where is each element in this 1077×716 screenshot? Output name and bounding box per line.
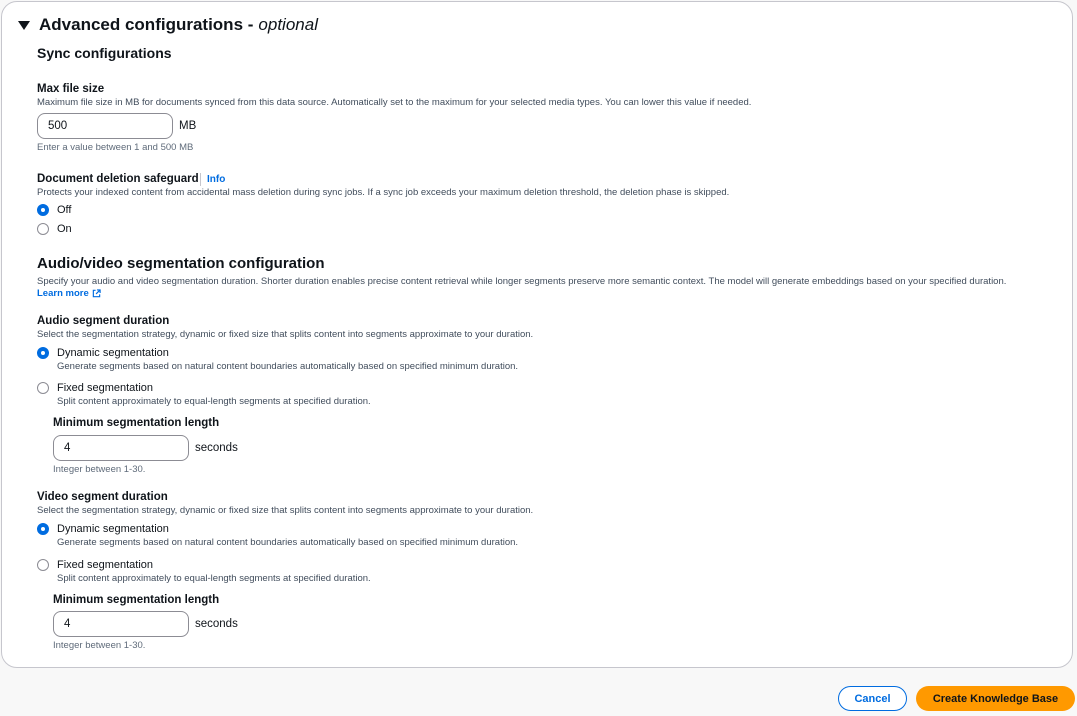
max-file-size-input[interactable] (37, 113, 173, 139)
audio-fixed-description: Split content approximately to equal-length segments at specified duration. (57, 396, 371, 407)
create-knowledge-base-button[interactable]: Create Knowledge Base (916, 686, 1075, 711)
segmentation-heading: Audio/video segmentation configuration (37, 255, 325, 272)
learn-more-link[interactable] (37, 288, 101, 299)
audio-dynamic-description: Generate segments based on natural content boundaries automatically based on specified minimum duration. (57, 361, 519, 372)
external-link-icon (92, 289, 101, 298)
video-dynamic-label[interactable]: Dynamic segmentation (57, 523, 169, 535)
caret-down-icon (18, 21, 30, 30)
learn-more-text: Learn more (37, 288, 89, 299)
cancel-button[interactable]: Cancel (838, 686, 907, 711)
info-separator (200, 173, 201, 186)
safeguard-on-label[interactable]: On (57, 223, 72, 235)
safeguard-off-radio[interactable] (37, 204, 49, 216)
video-fixed-label[interactable]: Fixed segmentation (57, 559, 153, 571)
audio-fixed-radio[interactable] (37, 382, 49, 394)
video-segment-duration-label: Video segment duration (37, 491, 168, 503)
video-fixed-radio[interactable] (37, 559, 49, 571)
audio-min-length-unit: seconds (195, 442, 238, 454)
video-dynamic-radio[interactable] (37, 523, 49, 535)
video-min-length-input[interactable] (53, 611, 189, 637)
video-segment-duration-description: Select the segmentation strategy, dynamic or fixed size that splits content into segments approximate to your duration. (37, 505, 534, 516)
audio-segment-duration-description: Select the segmentation strategy, dynamic or fixed size that splits content into segments approximate to your duration. (37, 329, 534, 340)
video-min-length-unit: seconds (195, 618, 238, 630)
max-file-size-hint: Enter a value between 1 and 500 MB (37, 142, 194, 153)
safeguard-off-label[interactable]: Off (57, 204, 72, 216)
audio-dynamic-radio[interactable] (37, 347, 49, 359)
max-file-size-label: Max file size (37, 83, 105, 95)
audio-min-length-input[interactable] (53, 435, 189, 461)
video-fixed-description: Split content approximately to equal-length segments at specified duration. (57, 573, 371, 584)
video-dynamic-description: Generate segments based on natural content boundaries automatically based on specified minimum duration. (57, 537, 519, 548)
deletion-safeguard-info-link[interactable]: Info (207, 174, 226, 185)
max-file-size-unit: MB (179, 120, 197, 132)
audio-dynamic-label[interactable]: Dynamic segmentation (57, 347, 169, 359)
audio-segment-duration-label: Audio segment duration (37, 315, 170, 327)
video-min-length-label: Minimum segmentation length (53, 594, 220, 606)
video-min-length-hint: Integer between 1-30. (53, 640, 146, 651)
deletion-safeguard-description: Protects your indexed content from accidental mass deletion during sync jobs. If a sync job exceeds your maximum deletion threshold, the deletion phase is skipped. (37, 187, 730, 198)
audio-min-length-label: Minimum segmentation length (53, 417, 220, 429)
advanced-configurations-title: Advanced configurations - (39, 15, 254, 34)
audio-fixed-label[interactable]: Fixed segmentation (57, 382, 153, 394)
max-file-size-description: Maximum file size in MB for documents synced from this data source. Automatically set to the maximum for your selected media types. You can lower this value if needed. (37, 97, 752, 108)
deletion-safeguard-label: Document deletion safeguard (37, 173, 199, 185)
safeguard-on-radio[interactable] (37, 223, 49, 235)
advanced-configurations-toggle[interactable] (18, 14, 318, 36)
audio-min-length-hint: Integer between 1-30. (53, 464, 146, 475)
segmentation-description: Specify your audio and video segmentation duration. Shorter duration enables precise content retrieval while longer segments preserve more semantic context. The model will generate embeddings based on your specified duration. (37, 276, 1007, 287)
sync-configurations-heading: Sync configurations (37, 45, 172, 61)
optional-label: optional (258, 15, 318, 34)
